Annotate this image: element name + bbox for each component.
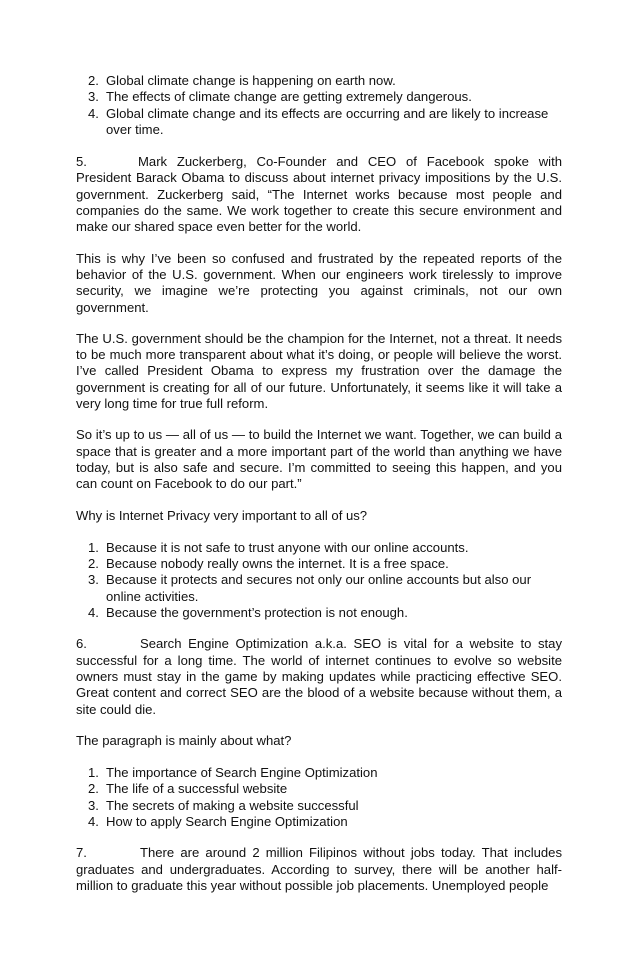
list-item: [76, 89, 562, 105]
choice-text: Because it protects and secures not only our online accounts but also our online activities.: [106, 572, 532, 604]
choice-text: The importance of Search Engine Optimization: [106, 765, 378, 781]
question-6-choices: [76, 765, 562, 830]
choice-item: [76, 556, 562, 572]
climate-list: [76, 73, 562, 138]
choice-text: The secrets of making a website successful: [106, 797, 359, 813]
choice-text: Because nobody really owns the internet. It is a free space.: [106, 556, 449, 572]
choice-item: [76, 572, 562, 605]
list-number: 4.: [88, 105, 99, 121]
choice-number: 3.: [88, 797, 99, 813]
question-number: 6.: [76, 636, 87, 652]
question-5-choices: [76, 540, 562, 621]
choice-text: Because it is not safe to trust anyone with our online accounts.: [106, 539, 469, 555]
list-number: 3.: [88, 89, 99, 105]
choice-number: 1.: [88, 539, 99, 555]
choice-number: 1.: [88, 765, 99, 781]
choice-item: [76, 605, 562, 621]
list-text: Global climate change and its effects are occurring and are likely to increase over time.: [106, 105, 549, 137]
question-number: 7.: [76, 845, 87, 861]
choice-text: Because the government’s protection is not enough.: [106, 605, 408, 621]
question-5-paragraph-2: This is why I’ve been so confused and frustrated by the repeated reports of the behavior of the U.S. government. When our engineers work tirelessly to improve security, we imagine we’re protecting you against criminals, not our own government.: [76, 250, 562, 315]
question-6-prompt: The paragraph is mainly about what?: [76, 732, 292, 748]
list-number: 2.: [88, 73, 99, 88]
list-item: [76, 106, 562, 139]
paragraph-text: Search Engine Optimization a.k.a. SEO is vital for a website to stay successful for a long time. The world of internet continues to evolve so website owners must stay in the game by making updates while practicing effective SEO. Great content and correct SEO are the blood of a website because without them, a site could die.: [76, 636, 562, 717]
paragraph-text: Mark Zuckerberg, Co-Founder and CEO of Facebook spoke with President Barack Obama to discuss about internet privacy impositions by the U.S. government. Zuckerberg said, “The Internet works because most people and companies do the same. We work together to create this secure environment and make our shared space even better for the world.: [76, 154, 562, 235]
choice-text: The life of a successful website: [106, 781, 288, 797]
choice-item: [76, 798, 562, 814]
list-text: The effects of climate change are getting extremely dangerous.: [106, 89, 472, 105]
question-5-paragraph-4: So it’s up to us — all of us — to build the Internet we want. Together, we can build a space that is greater and a more important part of the world than anything we have today, but is also safe and secure. I’m committed to seeing this happen, and you can count on Facebook to do our part.”: [76, 427, 562, 492]
question-6-paragraph: [76, 636, 562, 717]
choice-item: [76, 540, 562, 556]
choice-number: 2.: [88, 781, 99, 797]
choice-number: 2.: [88, 556, 99, 572]
question-5-prompt: Why is Internet Privacy very important to all of us?: [76, 507, 368, 523]
list-text: Global climate change is happening on earth now.: [106, 73, 396, 88]
question-5-paragraph-1: [76, 154, 562, 235]
question-number: 5.: [76, 154, 87, 170]
choice-item: [76, 765, 562, 781]
choice-item: [76, 814, 562, 830]
document-page: [76, 73, 562, 894]
choice-text: How to apply Search Engine Optimization: [106, 813, 348, 829]
paragraph-text: There are around 2 million Filipinos without jobs today. That includes graduates and undergraduates. According to survey, there will be another half-million to graduate this year without possible job placements. Unemployed people: [76, 845, 562, 893]
choice-number: 4.: [88, 605, 99, 621]
choice-item: [76, 781, 562, 797]
question-5-paragraph-3: The U.S. government should be the champion for the Internet, not a threat. It needs to be much more transparent about what it’s doing, or people will believe the worst. I’ve called President Obama to express my frustration over the damage the government is creating for all of our future. Unfortunately, it seems like it will take a very long time for true full reform.: [76, 330, 562, 412]
choice-number: 3.: [88, 572, 99, 588]
choice-number: 4.: [88, 813, 99, 829]
question-7-paragraph: [76, 845, 562, 894]
list-item: [76, 73, 562, 89]
